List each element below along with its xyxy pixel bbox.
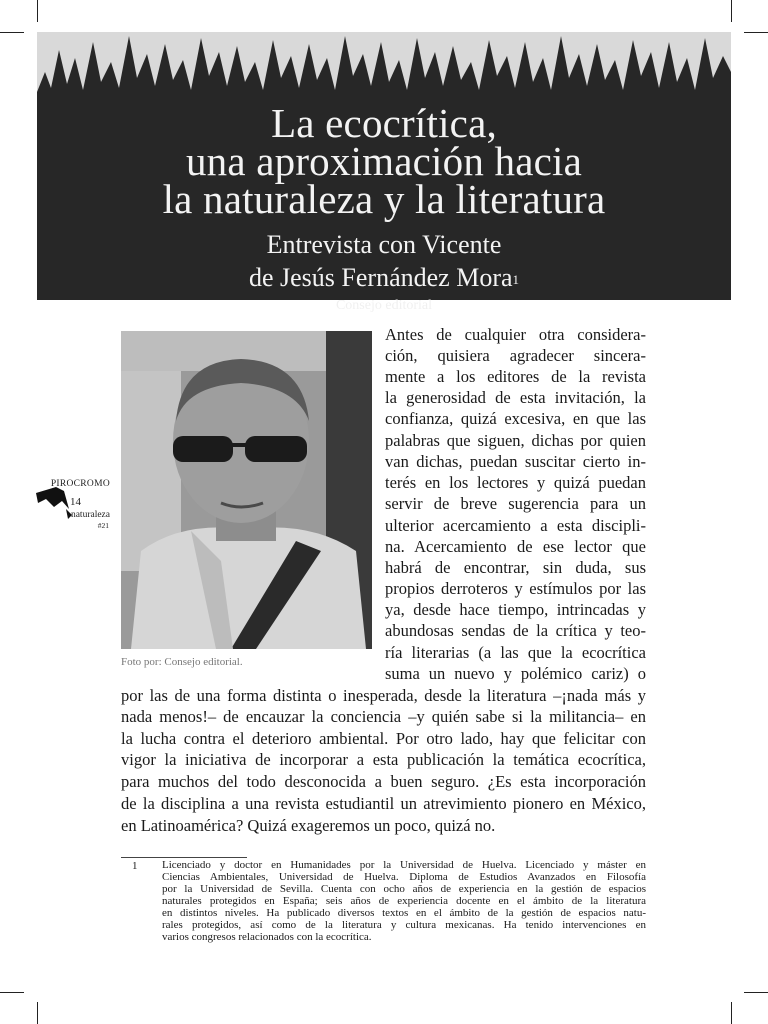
text-line: terés en los lectores y quizá puedan [385,473,646,492]
article-subtitle [37,228,731,294]
text-line: na. Acercamiento de ese lector que [385,537,646,556]
text-line: Antes de cualquier otra considera- [385,325,646,344]
crop-mark [37,1002,38,1024]
title-line: una aproximación hacia [185,138,582,184]
text-line: ría literarias (a las que la ecocrítica [385,643,646,662]
text-line: la lucha contra el deterioro ambiental. Por otro lado, hay que felicitar con [121,729,646,748]
issue-number: #21 [97,521,109,530]
text-line: confianza, quizá excesiva, en que las [385,409,646,428]
text-line: habrá de encontrar, sin duda, sus [385,558,646,577]
text-line: ción, quisiera agradecer sincera- [385,346,646,365]
footnote-line: por la Universidad de Sevilla. Cuenta con ocho años de experiencia en la gestión de espacios [162,883,646,895]
text-line: de la disciplina a una revista estudiantil un atrevimiento pionero en México, [121,794,646,813]
page-number: 14 [70,496,81,508]
crop-mark [744,32,768,33]
text-line: en Latinoamérica? Quizá exageremos un poco, quizá no. [121,816,496,835]
text-line: van dichas, puedan suscitar cierto in- [385,452,646,471]
text-line: suma un nuevo y polémico cariz) o [385,664,646,683]
text-line: palabras que siguen, dichas por quien [385,431,646,450]
magazine-logo [36,479,112,531]
footnote-line: rales protegidos, así como de la literatura y cultura mexicanas. Ha tenido intervenciones en [162,919,646,931]
logo-wordmark: PIROCROMO [50,479,110,489]
text-line: ya, desde hace tiempo, intrincadas y [385,600,646,619]
crop-mark [731,0,732,22]
footnote-line: Ciencias Ambientales, Universidad de Huelva. Diploma de Estudios Avanzados en Filosofía [162,871,646,883]
subtitle-line: de Jesús Fernández Mora [248,263,513,292]
article-title [37,100,731,222]
text-line: por las de una forma distinta o inesperada, desde la literatura –¡nada más y [121,686,646,705]
crop-mark [744,992,768,993]
text-line: la generosidad de esta invitación, la [385,388,646,407]
portrait-photo [121,331,372,649]
crop-mark [0,992,24,993]
portrait-image [121,331,372,649]
header-banner [37,32,731,313]
text-line: servir de breve sugerencia para un [385,494,646,513]
text-line: abundosas sendas de la crítica y teo- [385,621,646,640]
crop-mark [731,1002,732,1024]
text-line: propios derroteros y estímulos por las [385,579,646,598]
subtitle-line: Entrevista con Vicente [266,230,502,259]
footnote-line: naturales protegidos en España; seis años de experiencia docente en el ámbito de la literatura [162,895,646,907]
text-line: vigor la iniciativa de incorporar a esta publicación la temática ecocrítica, [121,750,646,769]
footnote-line: varios congresos relacionados con la ecocrítica. [162,931,372,943]
photo-caption: Foto por: Consejo editorial. [121,656,243,668]
footnote-rule [121,857,247,858]
text-line: ulterior acercamiento a esta discipli- [385,516,646,535]
footnote-marker: 1 [512,272,520,287]
logo-section: naturaleza [70,510,110,520]
title-line: La ecocrítica, [271,100,497,146]
text-line: nada menos!– de encauzar la conciencia –y quién sabe si la militancia– en [121,707,646,726]
crop-mark [37,0,38,22]
text-line: mente a los editores de la revista [385,367,646,386]
footnote-line: Licenciado y doctor en Humanidades por la Universidad de Huelva. Licenciado y máster en [162,859,646,871]
title-line: la naturaleza y la literatura [162,176,606,222]
footnote-number: 1 [132,860,138,872]
text-line: para muchos del todo desconocida a buen seguro. ¿Es esta incorporación [121,772,646,791]
byline: Consejo editorial [335,298,433,313]
crop-mark [0,32,24,33]
footnote-line: en distintos niveles. Ha publicado diversos textos en el ámbito de la gestión de espacios natu- [162,907,646,919]
